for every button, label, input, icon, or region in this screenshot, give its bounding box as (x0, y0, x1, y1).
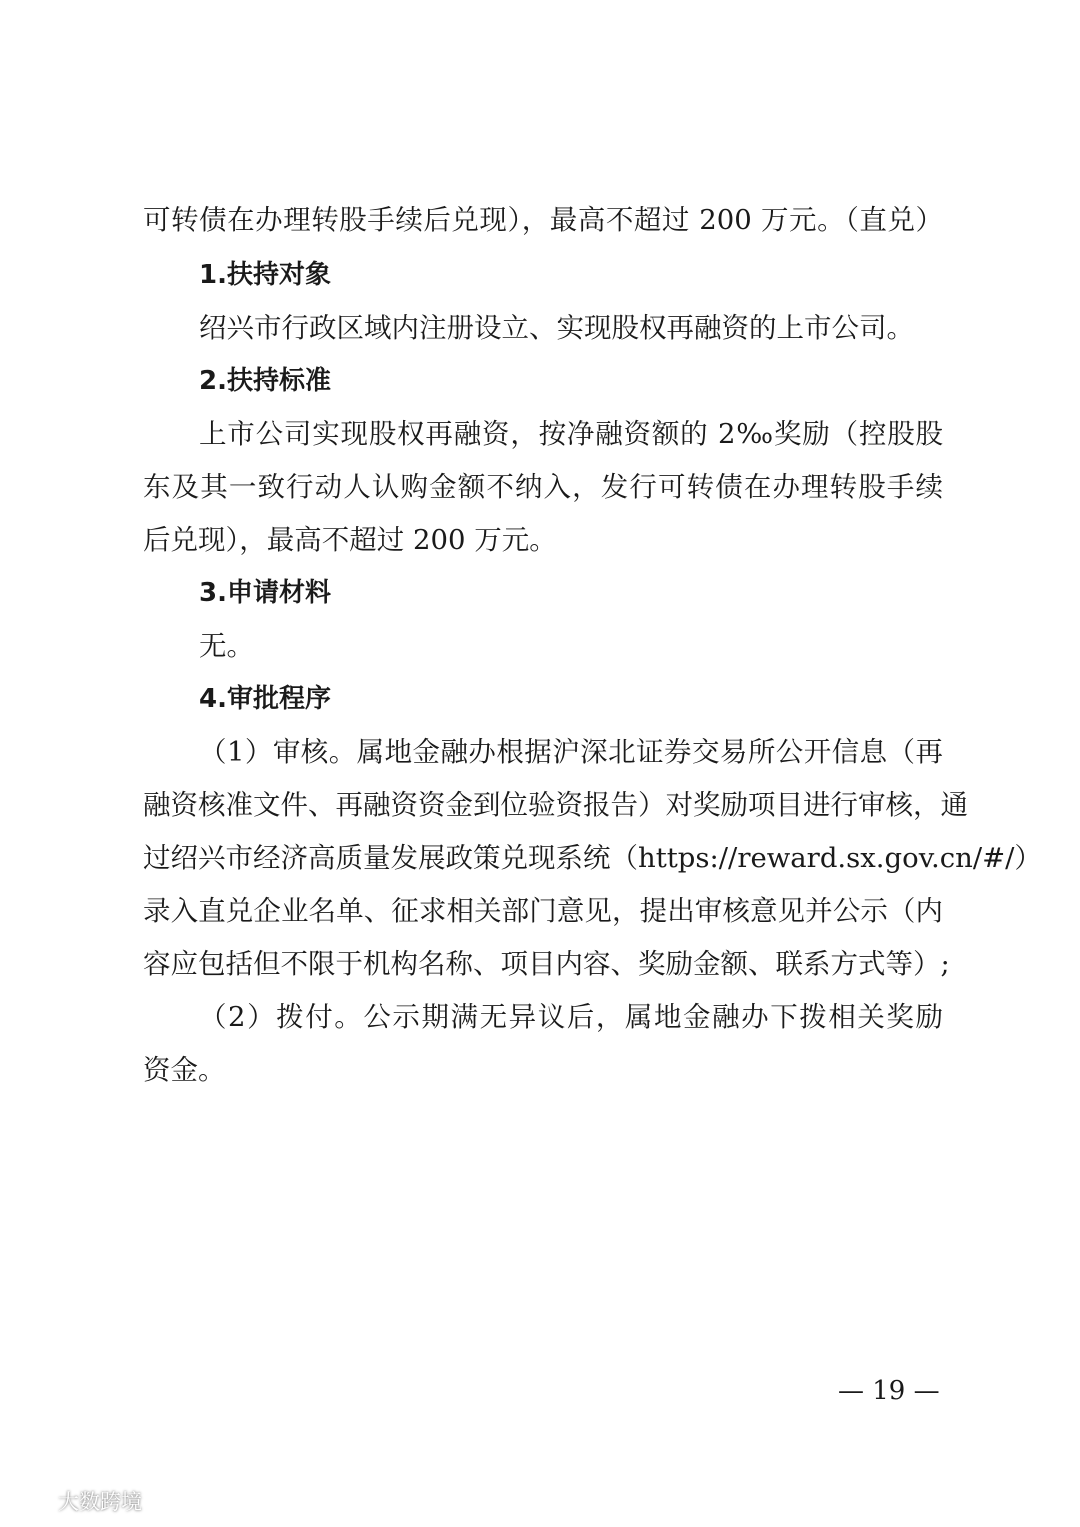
paragraph-line: 后兑现），最高不超过 200 万元。 (143, 524, 557, 556)
paragraph-line: 东及其一致行动人认购金额不纳入，发行可转债在办理转股手续 (143, 471, 943, 503)
paragraph-line: 可转债在办理转股手续后兑现），最高不超过 200 万元。（直兑） (143, 204, 943, 236)
watermark (14, 1486, 142, 1516)
paragraph-line: 过绍兴市经济高质量发展政策兑现系统（https://reward.sx.gov.cn/#/） (143, 842, 1042, 874)
section-heading: 1.扶持对象 (199, 260, 331, 290)
page-number: — 19 — (838, 1376, 940, 1406)
section-heading: 3.申请材料 (199, 578, 331, 608)
paragraph-line: 容应包括但不限于机构名称、项目内容、奖励金额、联系方式等）; (143, 948, 950, 980)
paragraph-line: 无。 (199, 630, 254, 662)
paragraph-line: （2）拨付。公示期满无异议后，属地金融办下拨相关奖励 (199, 1001, 943, 1033)
watermark-text: 大数跨境 (58, 1490, 142, 1514)
paragraph-line: （1）审核。属地金融办根据沪深北证券交易所公开信息（再 (199, 736, 943, 768)
paragraph-line: 融资核准文件、再融资资金到位验资报告）对奖励项目进行审核，通 (143, 789, 968, 821)
paragraph-line: 资金。 (143, 1054, 226, 1086)
paragraph-line: 录入直兑企业名单、征求相关部门意见，提出审核意见并公示（内 (143, 895, 943, 927)
paragraph-line: 上市公司实现股权再融资，按净融资额的 2‰奖励（控股股 (199, 418, 943, 450)
logo-icon (14, 1488, 52, 1514)
section-heading: 4.审批程序 (199, 684, 331, 714)
section-heading: 2.扶持标准 (199, 366, 331, 396)
paragraph-line: 绍兴市行政区域内注册设立、实现股权再融资的上市公司。 (199, 312, 914, 344)
